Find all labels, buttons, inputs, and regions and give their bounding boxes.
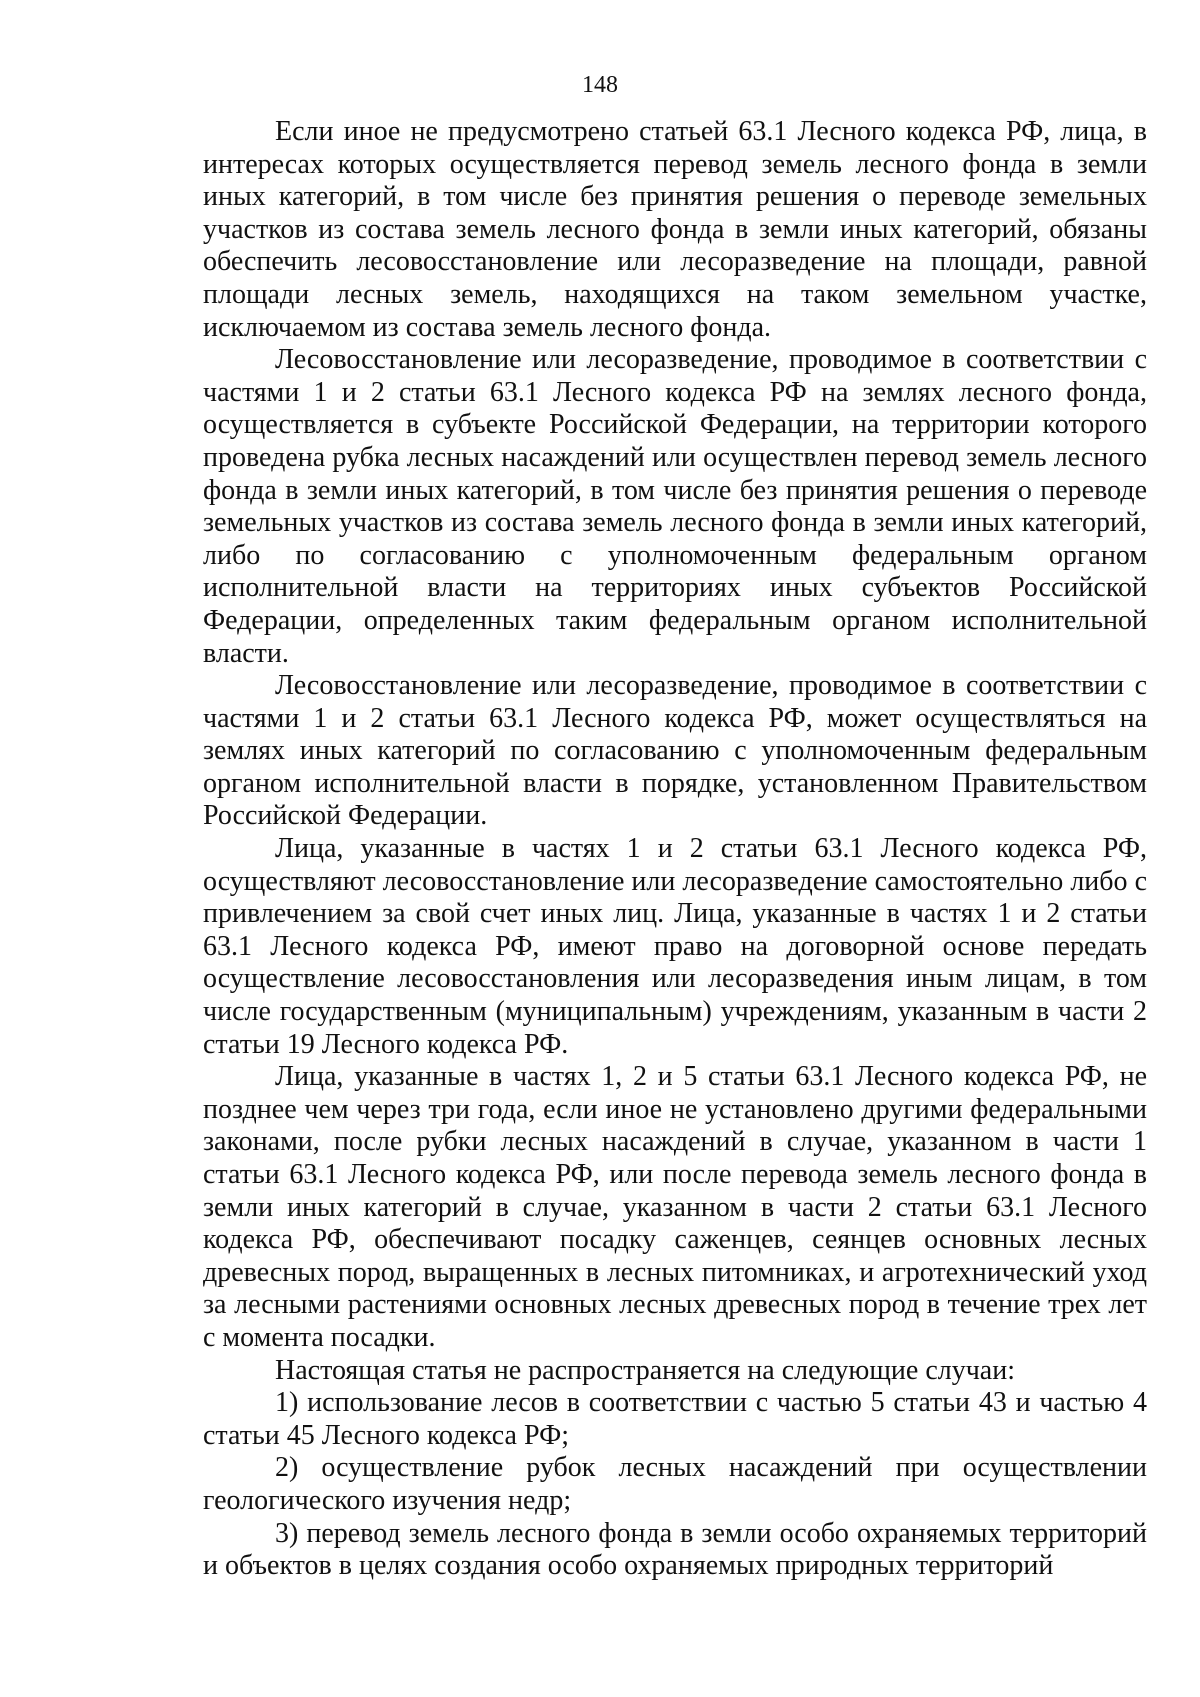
paragraph: Лесовосстановление или лесоразведение, проводимое в соответствии с частями 1 и 2 статьи 63.1 Лесного кодекса РФ, может осуществляться на землях иных категорий по согласованию с уполномоченным федеральным органом исполнительной власти в порядке, установленном Правительством Российской Федерации.: [203, 670, 1147, 832]
paragraph: Лица, указанные в частях 1 и 2 статьи 63.1 Лесного кодекса РФ, осуществляют лесовосстановление или лесоразведение самостоятельно либо с привлечением за свой счет иных лиц. Лица, указанные в частях 1 и 2 статьи 63.1 Лесного кодекса РФ, имеют право на договорной основе передать осуществление лесовосстановления или лесоразведения иным лицам, в том числе государственным (муниципальным) учреждениям, указанным в части 2 статьи 19 Лесного кодекса РФ.: [203, 833, 1147, 1060]
list-item: 2) осуществление рубок лесных насаждений при осуществлении геологического изучения недр;: [203, 1452, 1147, 1516]
document-body: [203, 116, 1147, 1583]
list-item: 1) использование лесов в соответствии с частью 5 статьи 43 и частью 4 статьи 45 Лесного кодекса РФ;: [203, 1387, 1147, 1451]
paragraph: Лица, указанные в частях 1, 2 и 5 статьи 63.1 Лесного кодекса РФ, не позднее чем через три года, если иное не установлено другими федеральными законами, после рубки лесных насаждений в случае, указанном в части 1 статьи 63.1 Лесного кодекса РФ, или после перевода земель лесного фонда в земли иных категорий в случае, указанном в части 2 статьи 63.1 Лесного кодекса РФ, обеспечивают посадку саженцев, сеянцев основных лесных древесных пород, выращенных в лесных питомниках, и агротехнический уход за лесными растениями основных лесных древесных пород в течение трех лет с момента посадки.: [203, 1061, 1147, 1353]
list-item: 3) перевод земель лесного фонда в земли особо охраняемых территорий и объектов в целях создания особо охраняемых природных территорий: [203, 1517, 1147, 1582]
paragraph: Настоящая статья не распространяется на следующие случаи:: [275, 1354, 1015, 1386]
paragraph: Если иное не предусмотрено статьей 63.1 Лесного кодекса РФ, лица, в интересах которых осуществляется перевод земель лесного фонда в земли иных категорий, в том числе без принятия решения о переводе земельных участков из состава земель лесного фонда в земли иных категорий, обязаны обеспечить лесовосстановление или лесоразведение на площади, равной площади лесных земель, находящихся на таком земельном участке, исключаемом из состава земель лесного фонда.: [203, 116, 1147, 343]
page-number: 148: [582, 72, 618, 98]
paragraph: Лесовосстановление или лесоразведение, проводимое в соответствии с частями 1 и 2 статьи 63.1 Лесного кодекса РФ на землях лесного фонда, осуществляется в субъекте Российской Федерации, на территории которого проведена рубка лесных насаждений или осуществлен перевод земель лесного фонда в земли иных категорий, в том числе без принятия решения о переводе земельных участков из состава земель лесного фонда в земли иных категорий, либо по согласованию с уполномоченным федеральным органом исполнительной власти на территориях иных субъектов Российской Федерации, определенных таким федеральным органом исполнительной власти.: [203, 344, 1147, 669]
